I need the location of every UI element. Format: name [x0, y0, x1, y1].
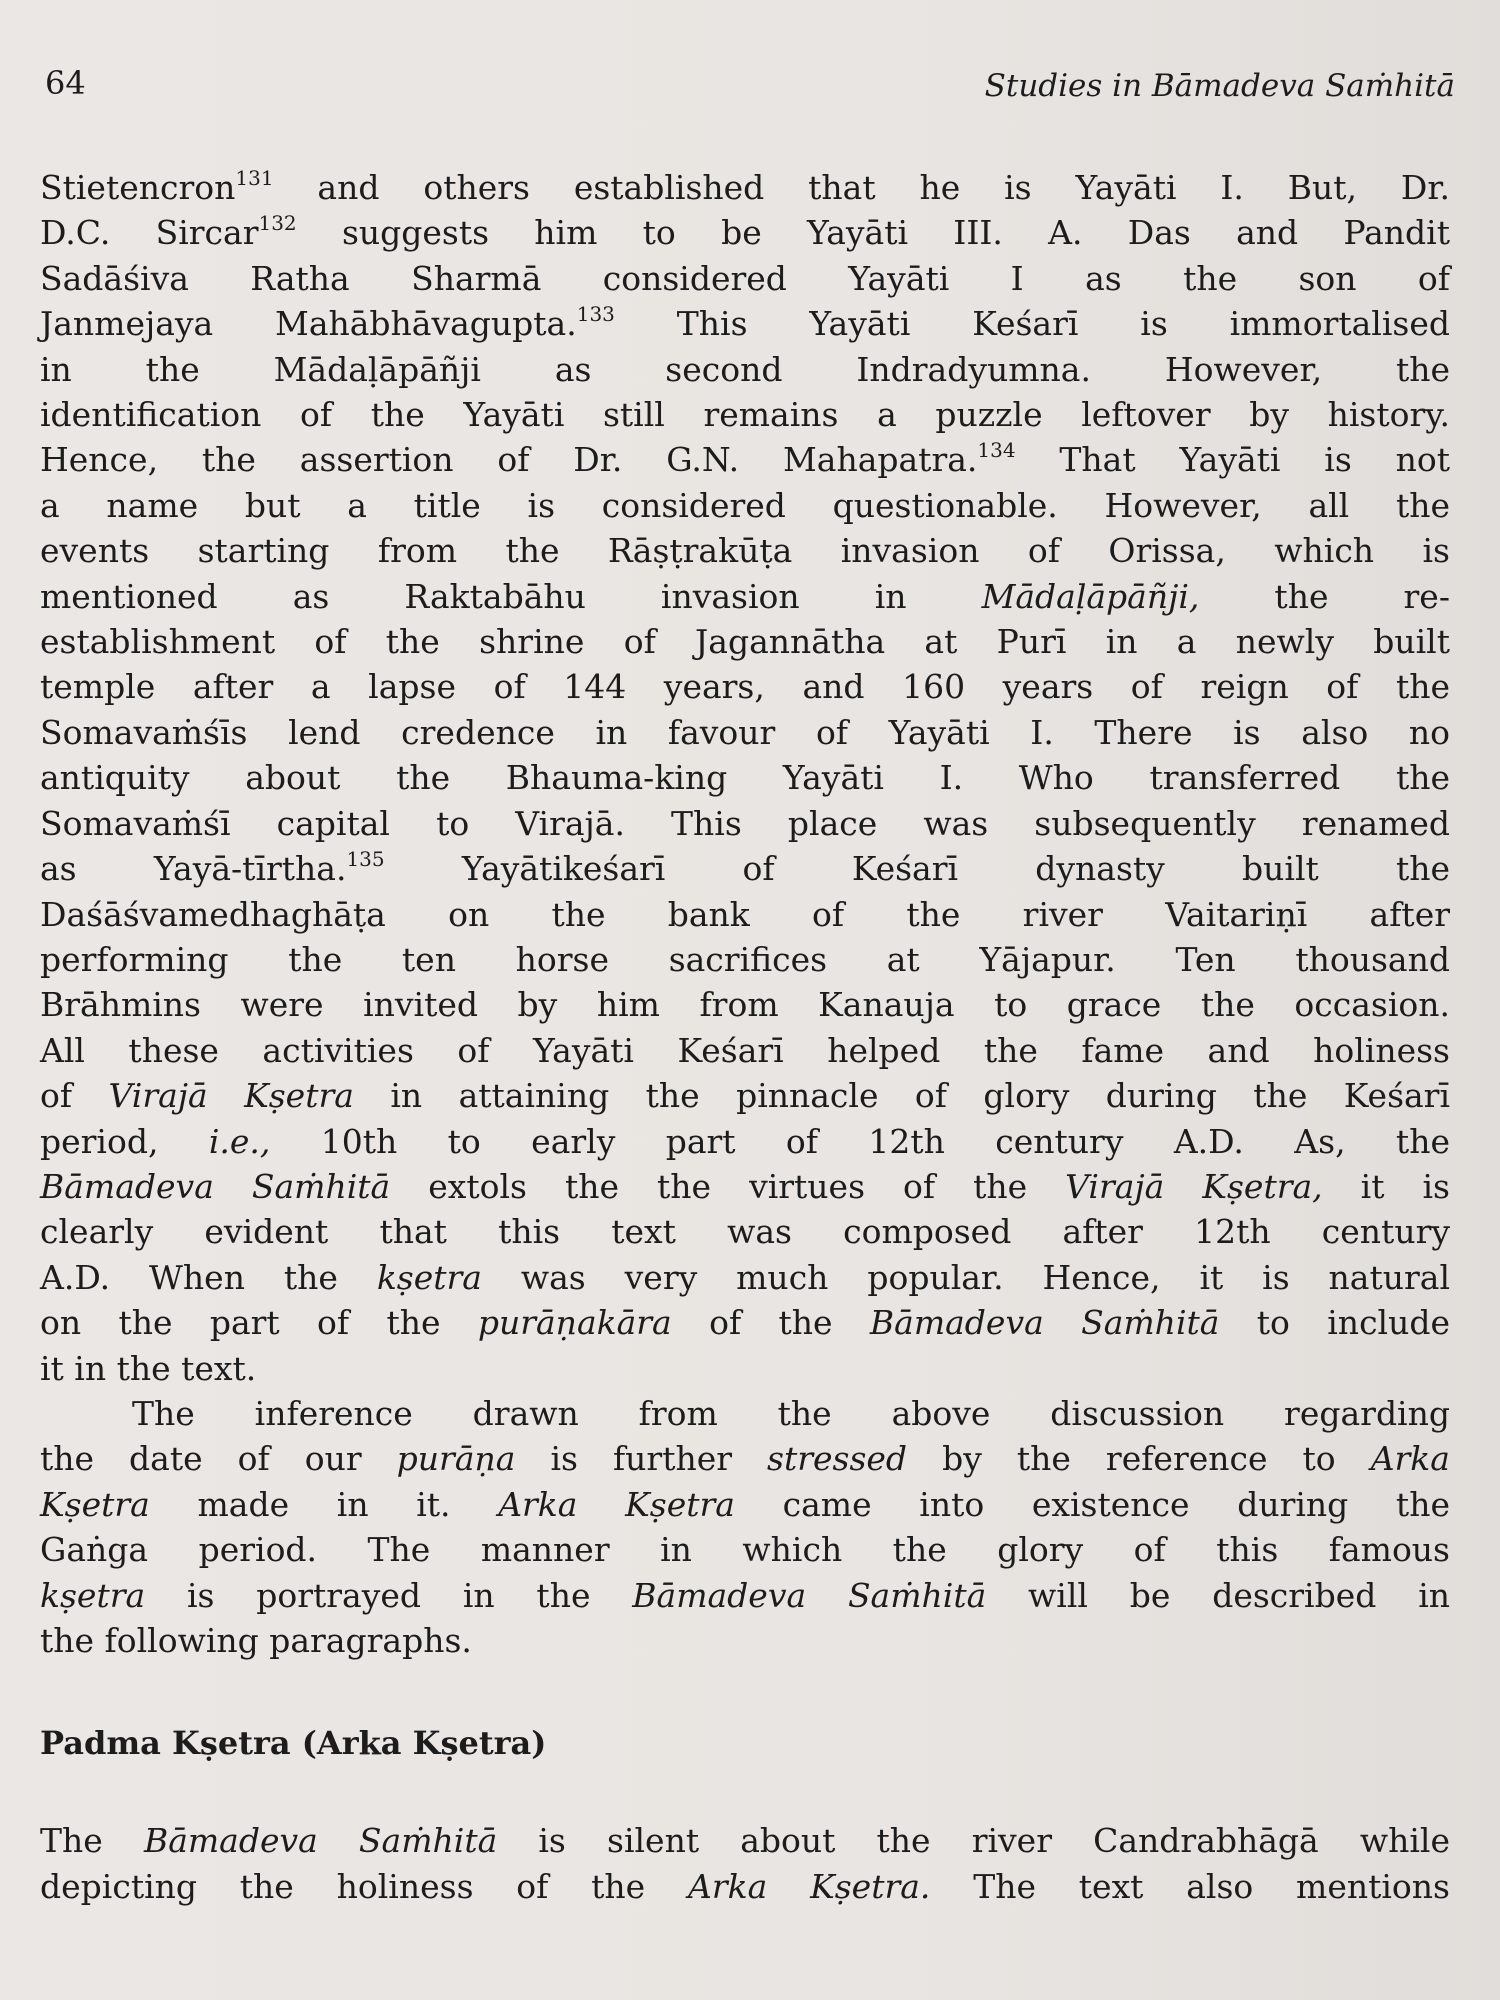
- text-line: Daśāśvamedhaghāṭa on the bank of the river Vaitariṇī after: [40, 894, 1450, 934]
- text-line: The inference drawn from the above discussion regarding: [132, 1393, 1450, 1433]
- text-line: establishment of the shrine of Jagannātha at Purī in a newly built: [40, 622, 1450, 662]
- text-line: Hence, the assertion of Dr. G.N. Mahapatra.$^{134}$ That Yayāti is not: [40, 438, 1451, 480]
- text-line: temple after a lapse of 144 years, and 160 years of reign of the: [40, 667, 1450, 707]
- text-line: The Bāmadeva Saṁhitā is silent about the river Candrabhāgā while: [40, 1821, 1450, 1861]
- text-line: in the Mādaḷāpāñji as second Indradyumna. However, the: [40, 349, 1450, 389]
- text-line: Bāmadeva Saṁhitā extols the the virtues of the Virajā Kṣetra, it is: [40, 1166, 1450, 1206]
- text-line: on the part of the purāṇakāra of the Bāmadeva Saṁhitā to include: [40, 1303, 1451, 1343]
- text-line: identification of the Yayāti still remains a puzzle leftover by history.: [40, 395, 1450, 435]
- footnote-ref: 133: [576, 302, 615, 327]
- text-line: the following paragraphs.: [40, 1621, 472, 1660]
- paragraph-3: [40, 1818, 1450, 1909]
- paragraph-2: [40, 1391, 1450, 1663]
- text-line: Janmejaya Mahābhāvagupta.$^{133}$ This Yayāti Keśarī is immortalised: [40, 302, 1450, 344]
- text-line: Kṣetra made in it. Arka Kṣetra came into existence during the: [40, 1484, 1450, 1524]
- footnote-ref: 131: [235, 166, 274, 190]
- text-line: Brāhmins were invited by him from Kanauja to grace the occasion.: [40, 985, 1450, 1025]
- section-heading: Padma Kṣetra (Arka Kṣetra): [40, 1724, 547, 1763]
- paragraph-1: [40, 165, 1450, 1391]
- page-number: 64: [45, 64, 86, 102]
- text-line: performing the ten horse sacrifices at Yājapur. Ten thousand: [40, 939, 1450, 979]
- text-line: depicting the holiness of the Arka Kṣetra. The text also mentions: [40, 1866, 1450, 1906]
- text-line: it in the text.: [40, 1348, 257, 1388]
- text-line: kṣetra is portrayed in the Bāmadeva Saṁhitā will be described in: [40, 1575, 1450, 1615]
- text-line: mentioned as Raktabāhu invasion in Mādaḷāpāñji, the re-: [40, 576, 1450, 616]
- text-line: All these activities of Yayāti Keśarī helped the fame and holiness: [40, 1030, 1450, 1070]
- text-line: Somavaṁśīs lend credence in favour of Yayāti I. There is also no: [40, 712, 1450, 752]
- text-line: Sadāśiva Ratha Sharmā considered Yayāti I as the son of: [40, 258, 1450, 298]
- text-line: a name but a title is considered questionable. However, all the: [40, 485, 1450, 525]
- running-head: [40, 60, 1460, 110]
- footnote-ref: 135: [346, 847, 385, 872]
- body-text: [40, 165, 1450, 1909]
- text-line: events starting from the Rāṣṭrakūṭa invasion of Orissa, which is: [40, 531, 1450, 571]
- text-line: antiquity about the Bhauma-king Yayāti I. Who transferred the: [40, 758, 1450, 798]
- text-line: clearly evident that this text was composed after 12th century: [40, 1212, 1450, 1252]
- footnote-ref: 134: [977, 438, 1016, 463]
- text-line: as Yayā-tīrtha.$^{135}$ Yayātikeśarī of Keśarī dynasty built the: [40, 847, 1451, 889]
- book-title: Studies in Bāmadeva Saṁhitā: [984, 68, 1455, 104]
- text-line: the date of our purāṇa is further stressed by the reference to Arka: [40, 1439, 1450, 1479]
- text-line: of Virajā Kṣetra in attaining the pinnacle of glory during the Keśarī: [40, 1076, 1451, 1116]
- text-line: Somavaṁśī capital to Virajā. This place was subsequently renamed: [40, 803, 1450, 843]
- text-line: A.D. When the kṣetra was very much popular. Hence, it is natural: [40, 1257, 1450, 1297]
- text-line: Gaṅga period. The manner in which the glory of this famous: [40, 1530, 1450, 1570]
- text-line: period, i.e., 10th to early part of 12th century A.D. As, the: [40, 1121, 1450, 1161]
- footnote-ref: 132: [258, 211, 297, 236]
- text-line: Stietencron$^{131}$ and others established that he is Yayāti I. But, Dr.: [40, 166, 1450, 207]
- text-line: D.C. Sircar$^{132}$ suggests him to be Yayāti III. A. Das and Pandit: [40, 211, 1450, 253]
